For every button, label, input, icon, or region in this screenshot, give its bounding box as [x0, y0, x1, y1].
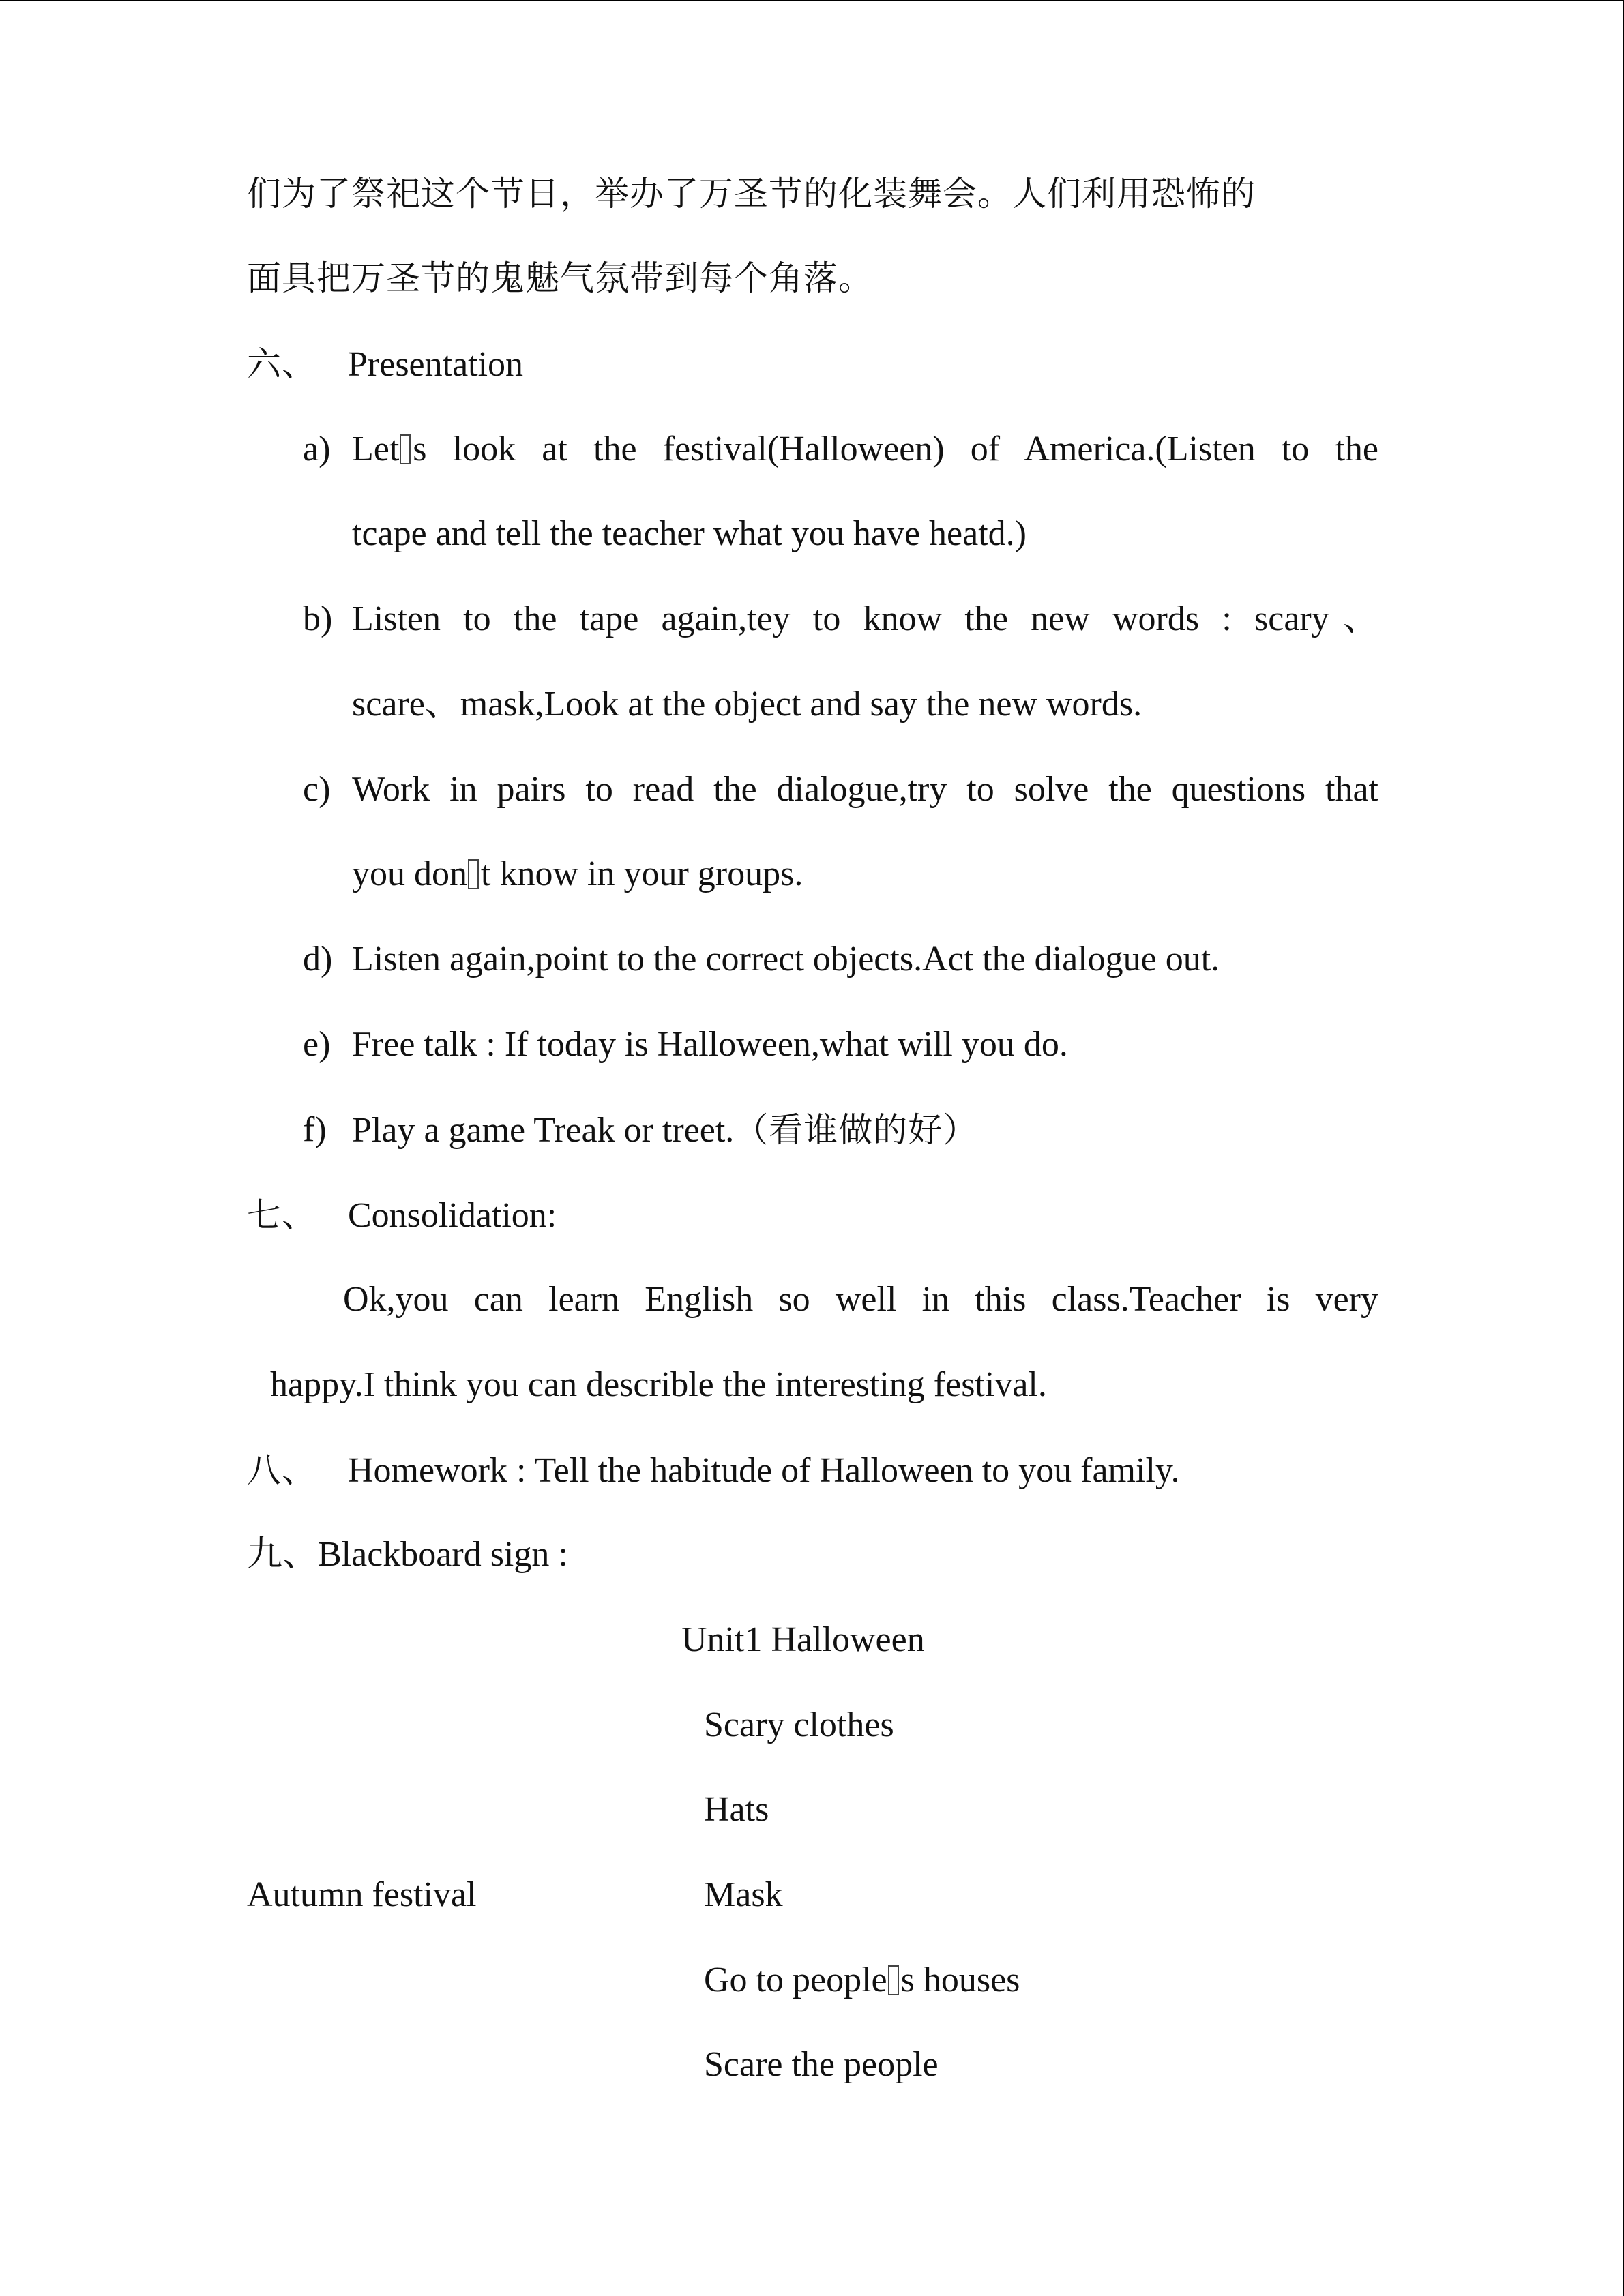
item-e-line-1: Free talk : If today is Halloween,what will you do.: [352, 1025, 1068, 1064]
section-7-heading: [247, 1191, 557, 1240]
item-c-line-1: Work in pairs to read the dialogue,try to solve the questions that: [352, 770, 1378, 809]
item-f-marker: f): [303, 1110, 327, 1149]
board-item-scare-people: Scare the people: [704, 2045, 939, 2084]
section-7-number: 七、: [247, 1195, 316, 1235]
board-left-label: Autumn festival: [247, 1875, 477, 1914]
item-e-marker: e): [303, 1025, 331, 1064]
item-b-line-2: scare、mask,Look at the object and say the new words.: [352, 685, 1142, 724]
item-c-line-2: [352, 850, 803, 898]
section-8-text: Homework : Tell the habitude of Halloween to you family.: [348, 1451, 1180, 1490]
section-6-heading: [247, 340, 523, 389]
board-item-go-part-1: Go to people: [704, 1960, 887, 1999]
section-9-heading: 九、Blackboard sign :: [247, 1535, 568, 1574]
item-b-marker: b): [303, 599, 333, 638]
intro-line-2: 面具把万圣节的鬼魅气氛带到每个角落。: [247, 258, 873, 298]
item-d-line-1: Listen again,point to the correct objects.Act the dialogue out.: [352, 940, 1220, 979]
item-c-text-part-2: t know in your groups.: [481, 854, 803, 893]
board-item-mask: Mask: [704, 1875, 783, 1914]
section-6-number: 六、: [247, 344, 316, 384]
section-8-number: 八、: [247, 1450, 316, 1490]
item-a-line-2: tcape and tell the teacher what you have heatd.): [352, 514, 1027, 553]
section-7-title: Consolidation:: [348, 1196, 557, 1235]
board-item-go-part-2: s houses: [900, 1960, 1020, 1999]
section-6-title: Presentation: [348, 345, 524, 384]
item-f-chinese: （看谁做的好）: [734, 1110, 978, 1150]
board-title: Unit1 Halloween: [681, 1620, 925, 1659]
missing-glyph-box: [888, 1965, 899, 1995]
item-a-line-1: [352, 426, 1378, 473]
section-7-line-1: Ok,you can learn English so well in this class.Teacher is very: [343, 1280, 1378, 1319]
item-f-line-1: [352, 1106, 977, 1154]
missing-glyph-box: [468, 859, 479, 889]
missing-glyph-box: [400, 434, 411, 464]
item-a-text-part-2: s look at the festival(Halloween) of America.(Listen to the: [413, 430, 1378, 468]
board-item-go-to-houses: [704, 1956, 1020, 2004]
intro-line-1: 们为了祭祀这个节日，举办了万圣节的化装舞会。人们利用恐怖的: [247, 174, 1256, 213]
item-d-marker: d): [303, 940, 333, 979]
item-a-text-part-1: Let: [352, 430, 400, 468]
item-c-text-part-1: you don: [352, 854, 467, 893]
section-8-line: [247, 1446, 1180, 1495]
section-7-line-2: happy.I think you can describle the interesting festival.: [270, 1365, 1047, 1404]
item-b-line-1: Listen to the tape again,tey to know the new words : scary、: [352, 599, 1378, 638]
board-item-hats: Hats: [704, 1790, 769, 1829]
board-item-scary-clothes: Scary clothes: [704, 1705, 894, 1744]
item-c-marker: c): [303, 770, 331, 809]
item-a-marker: a): [303, 430, 331, 468]
item-f-text: Play a game Treak or treet.: [352, 1111, 735, 1150]
